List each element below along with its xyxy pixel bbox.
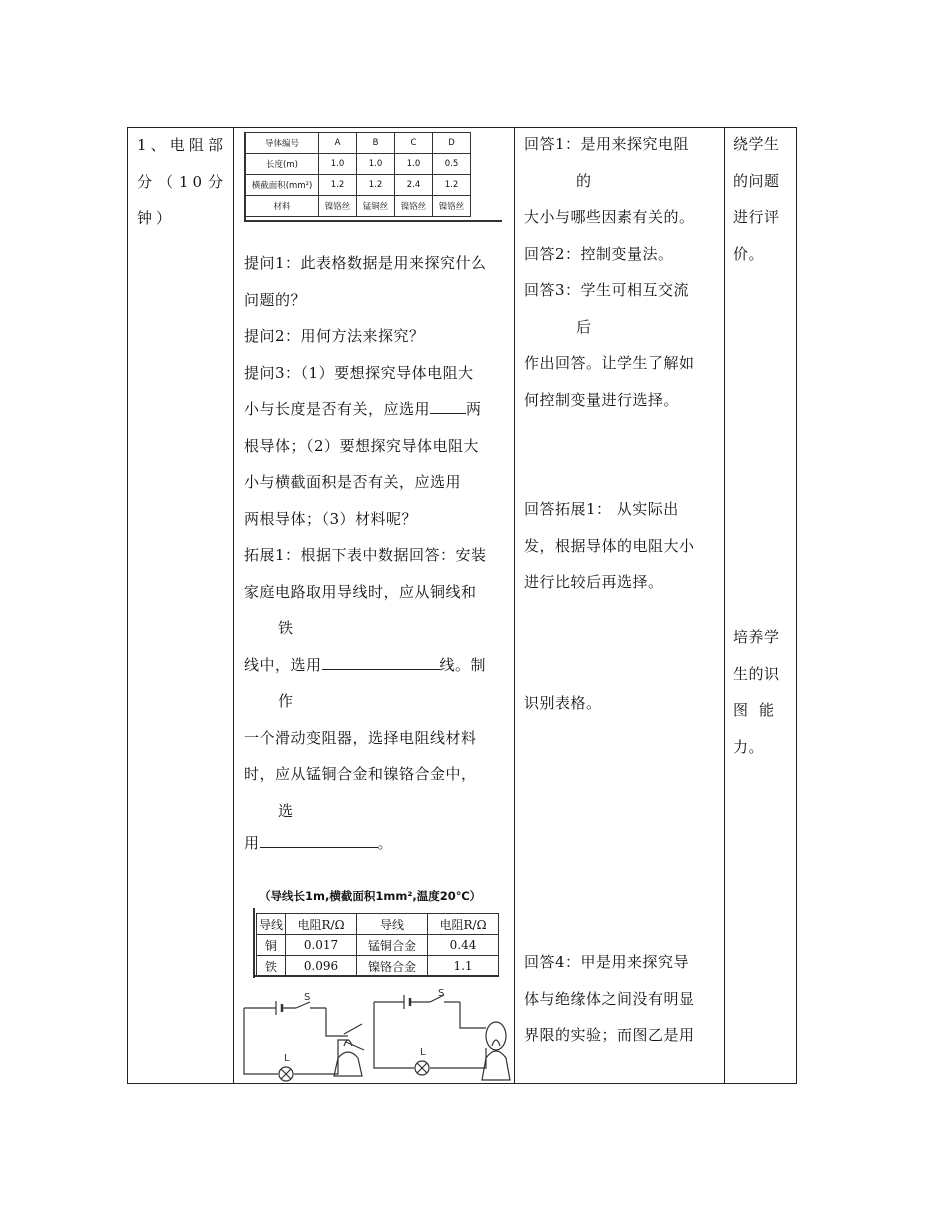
answer-4-line1: 回答4：甲是用来探究导 [524,953,690,971]
wire [244,1008,338,1074]
t1-cell: 镍铬丝 [433,196,471,217]
lamp-label-left: L [284,1053,290,1064]
answer-1-line2: 的 [576,171,592,190]
t1-cell: 长度(m) [246,154,319,175]
question-3-line3: 根导体；（2）要想探究导体电阻大 [244,436,480,455]
answer-3-line2: 后 [576,317,592,336]
answer-blank[interactable] [430,395,466,414]
answer-1-line1: 回答1：是用来探究电阻 [524,135,690,153]
answer-3-line1: 回答3：学生可相互交流 [524,281,690,299]
t2-cell: 铁 [257,956,286,977]
wire [374,1002,486,1068]
questions-text [244,245,512,854]
t1-cell: 镍铬丝 [319,196,357,217]
lamp-label-right: L [420,1047,426,1058]
electrode [344,1024,364,1050]
circuit-left [244,1001,364,1081]
t1-cell: 0.5 [433,154,471,175]
t1-cell: 锰铜丝 [357,196,395,217]
table1-image [234,127,504,225]
answer-ext-line2: 发，根据导体的电阻大小 [524,536,695,555]
question-2: 提问2：用何方法来探究？ [244,327,425,345]
remark-2-line4: 力。 [733,737,765,756]
table1-bottom-rule [244,220,502,222]
remark-1-line1: 绕学生 [733,135,780,153]
remark-1-line4: 价。 [733,244,765,263]
extension-1-line9-end: 。 [377,834,394,852]
conductor-table [245,132,471,217]
extension-1-line7: 时，应从锰铜合金和镍铬合金中， [244,765,477,783]
remarks-cell [733,127,795,1084]
t1-cell: A [319,133,357,154]
answer-blank[interactable] [322,651,440,670]
extension-1-line4-end: 线。制 [439,655,487,674]
t1-cell: 镍铬丝 [395,196,433,217]
remark-2-line2: 生的识 [733,664,780,683]
remark-2-line3: 图 能 [733,701,775,719]
extension-1-line1: 拓展1：根据下表中数据回答：安装 [244,546,487,564]
table2-left-rule [253,908,255,978]
table1-left-rule [244,132,246,222]
t1-cell: B [357,133,395,154]
question-3-line2-text: 小与长度是否有关，应选用 [244,400,431,418]
t1-cell: 1.2 [433,175,471,196]
t2-cell: 导线 [357,914,428,935]
question-3-line4: 小与横截面积是否有关，应选用 [244,473,462,491]
question-1-line1: 提问1：此表格数据是用来探究什么 [244,254,487,272]
t2-cell: 电阻R/Ω [428,914,499,935]
question-3-line1: 提问3：（1）要想探究导体电阻大 [244,363,474,382]
extension-1-line9 [244,829,512,854]
wire [460,1002,486,1028]
answer-4-line2: 体与绝缘体之间没有明显 [524,989,695,1008]
circuit-diagrams [234,988,516,1084]
t2-cell: 0.44 [428,935,499,956]
t1-cell: 导体编号 [246,133,319,154]
t1-cell: 材料 [246,196,319,217]
wire [326,1008,348,1048]
t2-cell: 导线 [257,914,286,935]
question-3-line2 [244,391,512,428]
t1-cell: 1.2 [319,175,357,196]
t1-cell: 1.0 [357,154,395,175]
resistance-table [256,913,499,977]
extension-1-line9-text: 用 [244,834,260,852]
table2-bottom-rule [253,975,499,977]
flame-icon [492,1040,500,1046]
section-label: 1、电阻部分（10分钟） [137,136,227,227]
extension-1-line4-text: 线中，选用 [244,655,322,674]
switch-label-left: S [304,992,311,1003]
switch-label-right: S [438,988,445,999]
remark-1-line3: 进行评 [733,208,780,226]
t1-cell: C [395,133,433,154]
t2-cell: 0.096 [286,956,357,977]
circuit-right [374,995,510,1080]
answer-4-line3: 界限的实验；而图乙是用 [524,1026,695,1044]
extension-1-line8: 选 [278,801,294,820]
answers-cell [524,127,722,1084]
t2-cell: 电阻R/Ω [286,914,357,935]
t2-cell: 0.017 [286,935,357,956]
question-3-line5: 两根导体；（3）材料呢？ [244,509,418,528]
answer-table: 识别表格。 [524,693,602,712]
extension-1-line3: 铁 [278,619,294,637]
remark-2-line1: 培养学 [733,628,780,646]
answer-1-line3: 大小与哪些因素有关的。 [524,208,695,226]
col-border-2 [514,127,515,1084]
question-1-line2: 问题的？ [244,290,307,309]
table2-caption: （导线长1m,横截面积1mm²,温度20℃） [259,889,482,903]
answer-3-line4: 何控制变量进行选择。 [524,390,680,409]
answer-2: 回答2：控制变量法。 [524,244,674,263]
remark-1-line2: 的问题 [733,171,780,190]
t2-cell: 铜 [257,935,286,956]
extension-1-line6: 一个滑动变阻器，选择电阻线材料 [244,728,477,747]
t1-cell: 横截面积(mm²) [246,175,319,196]
extension-1-line2: 家庭电路取用导线时，应从铜线和 [244,582,477,601]
section-label-cell [135,127,227,1084]
t2-cell: 1.1 [428,956,499,977]
t1-cell: 1.0 [395,154,433,175]
answer-3-line3: 作出回答。让学生了解如 [524,354,695,372]
t2-cell: 锰铜合金 [357,935,428,956]
col-border-0 [127,127,128,1084]
extension-1-line4 [244,647,512,684]
col-border-3 [724,127,725,1084]
extension-1-line5: 作 [278,692,294,710]
t2-cell: 镍铬合金 [357,956,428,977]
answer-blank[interactable] [260,829,378,848]
col-border-4 [796,127,797,1084]
answer-ext-line1: 回答拓展1： 从实际出 [524,500,679,518]
t1-cell: 1.0 [319,154,357,175]
glass-tube-icon [486,1022,506,1050]
t1-cell: D [433,133,471,154]
t1-cell: 2.4 [395,175,433,196]
answer-ext-line3: 进行比较后再选择。 [524,573,664,591]
question-3-line2-end: 两 [466,400,482,418]
t1-cell: 1.2 [357,175,395,196]
